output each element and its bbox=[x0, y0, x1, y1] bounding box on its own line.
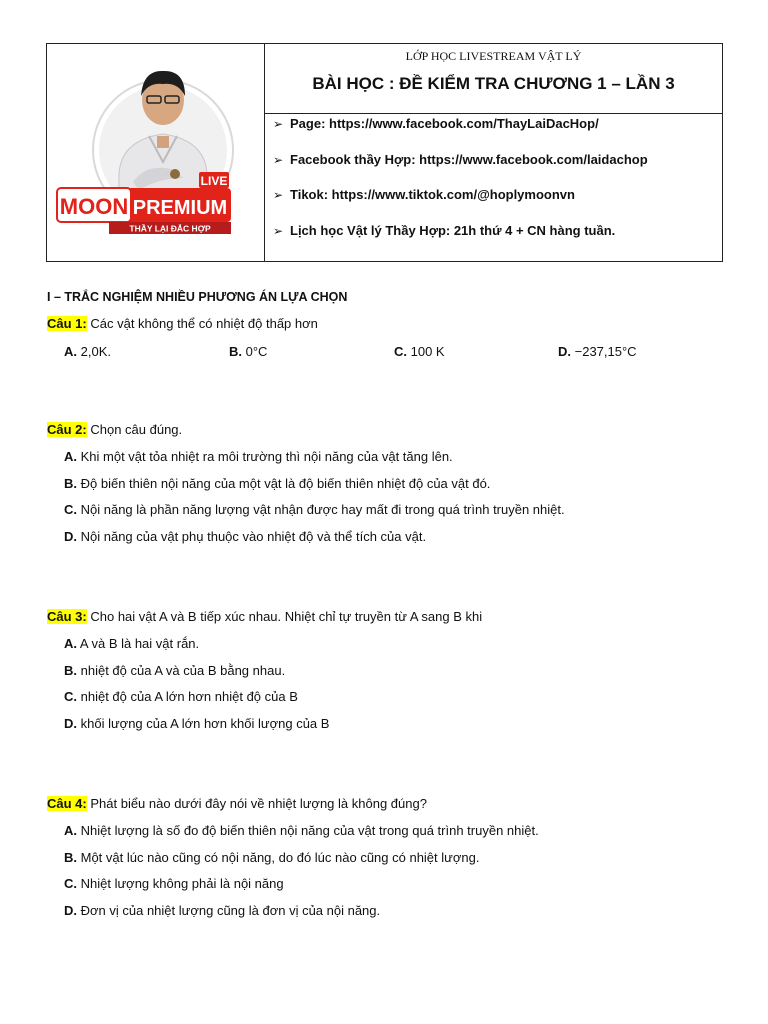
q1-option-d[interactable]: D. −237,15°C bbox=[558, 344, 637, 359]
q3-option-b[interactable]: B. nhiệt độ của A và của B bằng nhau. bbox=[64, 663, 286, 678]
q4-option-d[interactable]: D. Đơn vị của nhiệt lượng cũng là đơn vị của nội năng. bbox=[64, 903, 381, 918]
q2-option-a[interactable]: A. Khi một vật tỏa nhiệt ra môi trường thì nội năng của vật tăng lên. bbox=[64, 449, 453, 464]
logo-teacher-name: THẦY LẠI ĐẮC HỢP bbox=[129, 223, 211, 234]
q1-option-a[interactable]: A. 2,0K. bbox=[64, 344, 111, 359]
arrow-bullet-icon: ➢ bbox=[273, 223, 284, 238]
question-label: Câu 4: bbox=[47, 796, 87, 811]
moon-premium-logo bbox=[47, 44, 265, 263]
logo-cell bbox=[47, 44, 265, 261]
q3-option-c[interactable]: C. nhiệt độ của A lớn hơn nhiệt độ của B bbox=[64, 689, 298, 704]
logo-moon-text: MOON bbox=[59, 194, 129, 219]
section-title: I – TRẮC NGHIỆM NHIỀU PHƯƠNG ÁN LỰA CHỌN bbox=[47, 290, 348, 304]
logo-premium-text: PREMIUM bbox=[132, 197, 228, 219]
link-facebook-profile[interactable]: ➢ Facebook thầy Hợp: https://www.facebook.com/laidachop bbox=[273, 151, 648, 167]
q1-option-c[interactable]: C. 100 K bbox=[394, 344, 445, 359]
logo-live-badge: LIVE bbox=[200, 174, 228, 188]
class-title: LỚP HỌC LIVESTREAM VẬT LÝ bbox=[405, 49, 582, 63]
schedule-line: ➢ Lịch học Vật lý Thầy Hợp: 21h thứ 4 + CN hàng tuần. bbox=[273, 222, 616, 238]
q3-option-d[interactable]: D. khối lượng của A lớn hơn khối lượng của B bbox=[64, 716, 330, 731]
q2-option-d[interactable]: D. Nội năng của vật phụ thuộc vào nhiệt độ và thể tích của vật. bbox=[64, 529, 427, 544]
arrow-bullet-icon: ➢ bbox=[273, 188, 284, 202]
title-cell bbox=[265, 44, 722, 114]
question-4 bbox=[47, 796, 427, 811]
question-text: Cho hai vật A và B tiếp xúc nhau. Nhiệt chỉ tự truyền từ A sang B khi bbox=[90, 609, 483, 624]
question-label: Câu 3: bbox=[47, 609, 87, 624]
link-tiktok[interactable]: ➢ Tikok: https://www.tiktok.com/@hoplymoonvn bbox=[273, 187, 575, 202]
q2-option-b[interactable]: B. Độ biến thiên nội năng của một vật là độ biến thiên nhiệt độ của vật đó. bbox=[64, 476, 491, 491]
question-label: Câu 2: bbox=[47, 422, 87, 437]
arrow-bullet-icon: ➢ bbox=[273, 117, 284, 131]
lesson-title: BÀI HỌC : ĐỀ KIỂM TRA CHƯƠNG 1 – LẦN 3 bbox=[312, 74, 675, 93]
header-box bbox=[46, 43, 723, 262]
q4-option-c[interactable]: C. Nhiệt lượng không phải là nội năng bbox=[64, 876, 284, 891]
link-facebook-page[interactable]: ➢ Page: https://www.facebook.com/ThayLaiDacHop/ bbox=[273, 116, 599, 131]
question-text: Chọn câu đúng. bbox=[90, 422, 183, 437]
q1-option-b[interactable]: B. 0°C bbox=[229, 344, 268, 359]
q4-option-a[interactable]: A. Nhiệt lượng là số đo độ biến thiên nội năng của vật trong quá trình truyền nhiệt. bbox=[64, 823, 539, 838]
question-1 bbox=[47, 316, 318, 331]
links-cell bbox=[265, 114, 722, 261]
question-label: Câu 1: bbox=[47, 316, 87, 331]
question-2 bbox=[47, 422, 182, 437]
arrow-bullet-icon: ➢ bbox=[273, 152, 284, 167]
question-text: Các vật không thể có nhiệt độ thấp hơn bbox=[90, 316, 318, 331]
q4-option-b[interactable]: B. Một vật lúc nào cũng có nội năng, do đó lúc nào cũng có nhiệt lượng. bbox=[64, 850, 480, 865]
q3-option-a[interactable]: A. A và B là hai vật rắn. bbox=[64, 636, 200, 651]
q2-option-c[interactable]: C. Nội năng là phần năng lượng vật nhận được hay mất đi trong quá trình truyền nhiệt. bbox=[64, 502, 565, 517]
question-text: Phát biểu nào dưới đây nói về nhiệt lượng là không đúng? bbox=[90, 796, 427, 811]
question-3 bbox=[47, 609, 482, 624]
